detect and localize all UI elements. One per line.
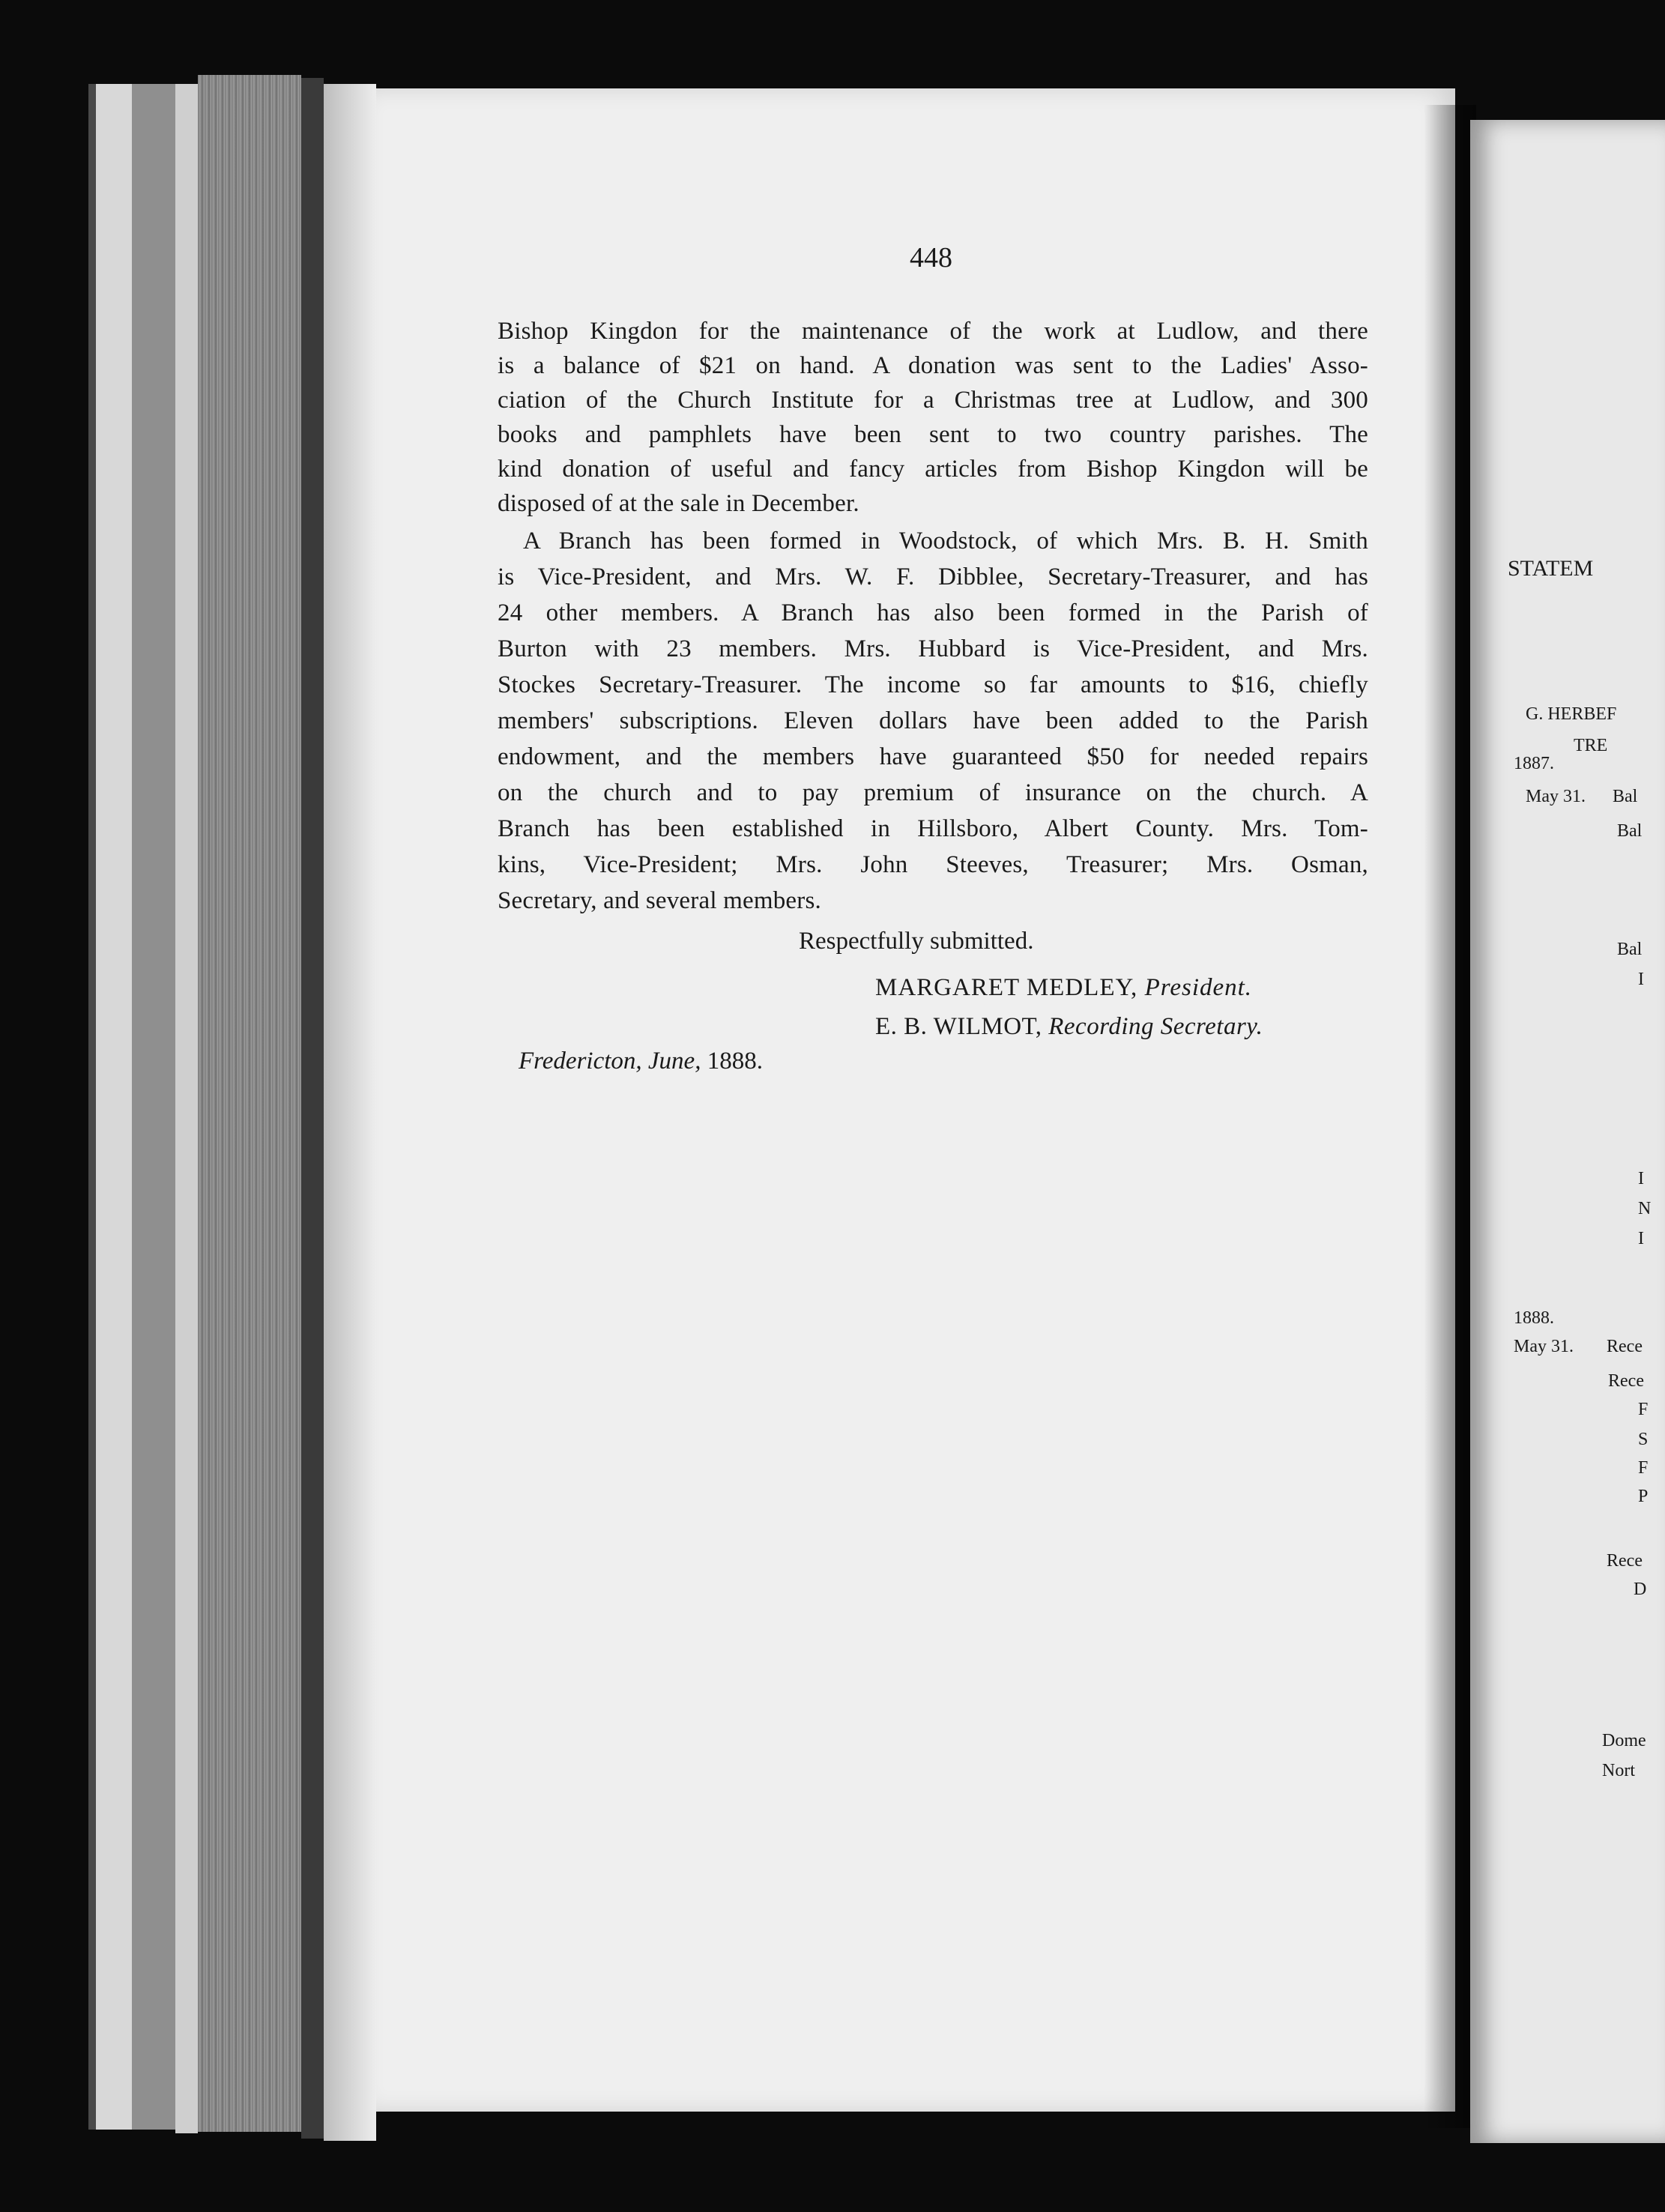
right-page [1470, 120, 1665, 2143]
right-entry-fragment: P [1638, 1487, 1649, 1506]
place-and-date [519, 1048, 763, 1075]
page-stack-edges [198, 75, 301, 2132]
page-number: 448 [910, 242, 952, 274]
paragraph-1-line-4: books and pamphlets have been sent to two country parishes. The [498, 421, 1368, 448]
signature-recording-secretary [875, 1013, 1263, 1041]
book-edge [175, 84, 198, 2133]
paragraph-2-line-6: members' subscriptions. Eleven dollars have been added to the Parish [498, 707, 1368, 734]
book-edge [96, 84, 132, 2130]
paragraph-1-line-1: Bishop Kingdon for the maintenance of the work at Ludlow, and there [498, 318, 1368, 345]
gutter-shadow [1424, 105, 1476, 2128]
signature-president [875, 974, 1252, 1002]
right-entry-fragment: Rece [1607, 1337, 1643, 1356]
right-treasurer-fragment: G. HERBEF [1526, 704, 1617, 724]
book-edge [132, 84, 175, 2130]
right-date-fragment: May 31. [1526, 787, 1586, 806]
right-entry-fragment: Dome [1602, 1731, 1646, 1750]
signatory-title: Recording Secretary. [1048, 1013, 1263, 1040]
paragraph-2-line-11: Secretary, and several members. [498, 887, 821, 914]
right-entry-fragment: I [1638, 1169, 1644, 1188]
right-entry-fragment: S [1638, 1430, 1649, 1449]
signatory-name: E. B. WILMOT, [875, 1013, 1049, 1040]
right-entry-fragment: Bal [1617, 821, 1643, 841]
paragraph-2-line-4: Burton with 23 members. Mrs. Hubbard is Vice-President, and Mrs. [498, 635, 1368, 662]
right-entry-fragment: F [1638, 1458, 1649, 1478]
paragraph-2-line-1: A Branch has been formed in Woodstock, of which Mrs. B. H. Smith [523, 528, 1368, 554]
right-entry-fragment: N [1638, 1199, 1652, 1218]
closing-line: Respectfully submitted. [799, 928, 1034, 955]
right-date-fragment: May 31. [1514, 1337, 1574, 1356]
right-treasurer-fragment: TRE [1574, 736, 1608, 755]
right-entry-fragment: D [1634, 1580, 1647, 1599]
right-heading-fragment: STATEM [1508, 556, 1594, 581]
paragraph-1-line-6: disposed of at the sale in December. [498, 490, 859, 517]
right-year-fragment: 1887. [1514, 754, 1554, 773]
paragraph-2-line-3: 24 other members. A Branch has also been formed in the Parish of [498, 599, 1368, 626]
paragraph-2-line-8: on the church and to pay premium of insurance on the church. A [498, 779, 1368, 806]
paragraph-1-line-3: ciation of the Church Institute for a Christmas tree at Ludlow, and 300 [498, 387, 1368, 414]
year: 1888. [701, 1048, 763, 1075]
right-entry-fragment: Rece [1607, 1551, 1643, 1571]
paragraph-1-line-2: is a balance of $21 on hand. A donation was sent to the Ladies' Asso- [498, 352, 1368, 379]
right-entry-fragment: Bal [1613, 787, 1638, 806]
paragraph-2-line-7: endowment, and the members have guaranteed $50 for needed repairs [498, 743, 1368, 770]
right-entry-fragment: Rece [1608, 1371, 1644, 1391]
right-entry-fragment: Bal [1617, 940, 1643, 959]
paragraph-1-line-5: kind donation of useful and fancy articles from Bishop Kingdon will be [498, 456, 1368, 483]
right-entry-fragment: Nort [1602, 1761, 1635, 1780]
paragraph-2-line-9: Branch has been established in Hillsboro, Albert County. Mrs. Tom- [498, 815, 1368, 842]
paragraph-2-line-10: kins, Vice-President; Mrs. John Steeves, Treasurer; Mrs. Osman, [498, 851, 1368, 878]
right-entry-fragment: I [1638, 1229, 1644, 1248]
signatory-name: MARGARET MEDLEY, [875, 974, 1145, 1001]
right-entry-fragment: I [1638, 970, 1644, 989]
paragraph-2-line-5: Stockes Secretary-Treasurer. The income so far amounts to $16, chiefly [498, 671, 1368, 698]
signatory-title: President. [1144, 974, 1253, 1001]
book-edge [301, 78, 324, 2139]
paragraph-2-line-2: is Vice-President, and Mrs. W. F. Dibblee, Secretary-Treasurer, and has [498, 563, 1368, 590]
right-entry-fragment: F [1638, 1400, 1649, 1419]
book-edge [324, 84, 376, 2141]
right-year-fragment: 1888. [1514, 1308, 1554, 1328]
place: Fredericton, June, [519, 1048, 701, 1075]
